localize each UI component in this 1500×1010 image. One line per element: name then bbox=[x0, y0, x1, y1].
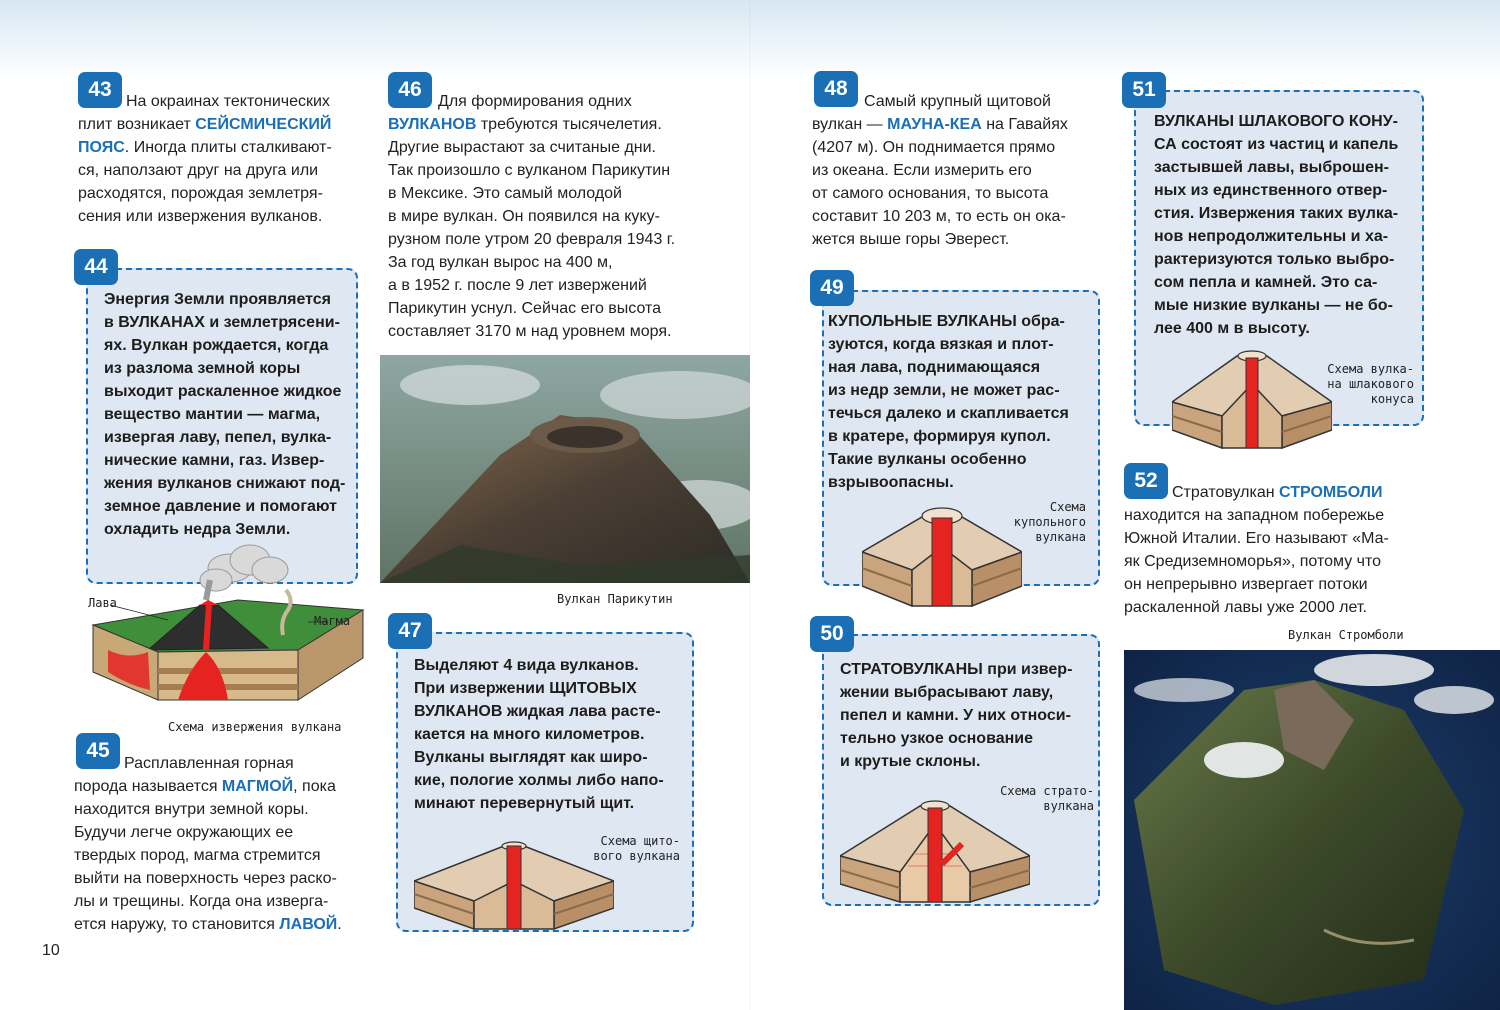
cinder-cone-diagram bbox=[1172, 344, 1332, 450]
fact-badge-43: 43 bbox=[78, 72, 122, 108]
fact-badge-46: 46 bbox=[388, 72, 432, 108]
fact-badge-51: 51 bbox=[1122, 72, 1166, 108]
eruption-diagram bbox=[88, 540, 368, 710]
fact-45-text: Расплавленная горная порода называется МАГМОЙ, пока находится внутри земной коры. Будучи легче окружающих ее твердых пород, магма стремится выйти на поверхность через раско- лы и трещины. Когда она изверга- ется наружу, то становится ЛАВОЙ. bbox=[74, 755, 342, 933]
paricutin-photo bbox=[380, 355, 750, 583]
highlight-volcanoes: ВУЛКАНОВ bbox=[388, 116, 477, 133]
caption-strato: Схема страто- вулкана bbox=[1000, 784, 1094, 813]
caption-paricutin: Вулкан Парикутин bbox=[557, 592, 673, 606]
fact-43-text: На окраинах тектонических плит возникает СЕЙСМИЧЕСКИЙ ПОЯС. Иногда плиты сталкивают- ся, наползают друг на друга или расходятся, порождая землетря- сения или извержения вулканов. bbox=[78, 93, 332, 225]
fact-badge-50: 50 bbox=[810, 616, 854, 652]
fact-50-text: СТРАТОВУЛКАНЫ при извер- жении выбрасывают лаву, пепел и камни. У них относи- тельно узкое основание и крутые склоны. bbox=[840, 661, 1073, 770]
fact-47-text: Выделяют 4 вида вулканов. При извержении ЩИТОВЫХ ВУЛКАНОВ жидкая лава расте- кается на много километров. Вулканы выглядят как широ- кие, пологие холмы либо напо- минают перевернутый щит. bbox=[414, 657, 664, 812]
highlight-mauna-kea: МАУНА-КЕА bbox=[887, 116, 982, 133]
fact-44-text: Энергия Земли проявляется в ВУЛКАНАХ и землетрясени- ях. Вулкан рождается, когда из разлома земной коры выходит раскаленное жидкое вещество мантии — магма, извергая лаву, пепел, вулка- нические камни, газ. Извер- жения вулканов снижают под- земное давление и помогают охладить недра Земли. bbox=[104, 291, 346, 538]
caption-shield: Схема щито- вого вулкана bbox=[593, 834, 680, 863]
shield-volcano-diagram bbox=[414, 826, 614, 931]
strato-volcano-diagram bbox=[840, 794, 1030, 904]
fact-badge-49: 49 bbox=[810, 270, 854, 306]
caption-cinder: Схема вулка- на шлакового конуса bbox=[1327, 362, 1414, 406]
fact-badge-45: 45 bbox=[76, 733, 120, 769]
fact-badge-47: 47 bbox=[388, 613, 432, 649]
label-magma: Магма bbox=[314, 614, 351, 628]
dome-volcano-diagram bbox=[862, 502, 1022, 610]
caption-stromboli: Вулкан Стромболи bbox=[1288, 628, 1404, 642]
caption-dome: Схема купольного вулкана bbox=[1013, 500, 1086, 544]
fact-51-text: ВУЛКАНЫ ШЛАКОВОГО КОНУ- СА состоят из частиц и капель застывшей лавы, выброшен- ных из единственного отвер- стия. Извержения таких вулка- нов непродолжительны и ха- рактеризуются только выбро- сом пепла и камней. Это са- мые низкие вулканы — не бо- лее 400 м в высоту. bbox=[1154, 113, 1399, 337]
stromboli-photo bbox=[1124, 650, 1500, 1010]
page-number: 10 bbox=[42, 942, 60, 959]
fact-52-text: Стратовулкан СТРОМБОЛИ находится на западном побережье Южной Италии. Его называют «Ма- як Средиземноморья», потому что он непрерывно извергает потоки раскаленной лавы уже 2000 лет. bbox=[1124, 484, 1389, 616]
caption-eruption: Схема извержения вулкана bbox=[168, 720, 342, 734]
highlight-lava: ЛАВОЙ bbox=[279, 916, 338, 933]
highlight-stromboli: СТРОМБОЛИ bbox=[1279, 484, 1383, 501]
fact-badge-48: 48 bbox=[814, 71, 858, 107]
fact-badge-52: 52 bbox=[1124, 463, 1168, 499]
fact-46-text: Для формирования одних ВУЛКАНОВ требуются тысячелетия. Другие вырастают за считаные дни. Так произошло с вулканом Парикутин в Мексике. Это самый молодой в мире вулкан. Он появился на куку- рузном поле утром 20 февраля 1943 г. За год вулкан вырос на 400 м, а в 1952 г. после 9 лет извержений Парикутин уснул. Сейчас его высота составляет 3170 м над уровнем моря. bbox=[388, 93, 676, 340]
highlight-magma: МАГМОЙ bbox=[221, 778, 294, 795]
fact-48-text: Самый крупный щитовой вулкан — МАУНА-КЕА на Гавайях (4207 м). Он поднимается прямо из океана. Если измерить его от самого основания, то высота составит 10 203 м, то есть он ока- жется выше горы Эверест. bbox=[812, 93, 1068, 248]
fact-49-text: КУПОЛЬНЫЕ ВУЛКАНЫ обра- зуются, когда вязкая и плот- ная лава, поднимающаяся из недр земли, не может рас- течься далеко и скапливается в кратере, формируя купол. Такие вулканы особенно взрывоопасны. bbox=[828, 313, 1069, 491]
highlight-seismic: СЕЙСМИЧЕСКИЙ bbox=[195, 116, 332, 133]
label-lava: Лава bbox=[88, 596, 117, 610]
fact-badge-44: 44 bbox=[74, 249, 118, 285]
